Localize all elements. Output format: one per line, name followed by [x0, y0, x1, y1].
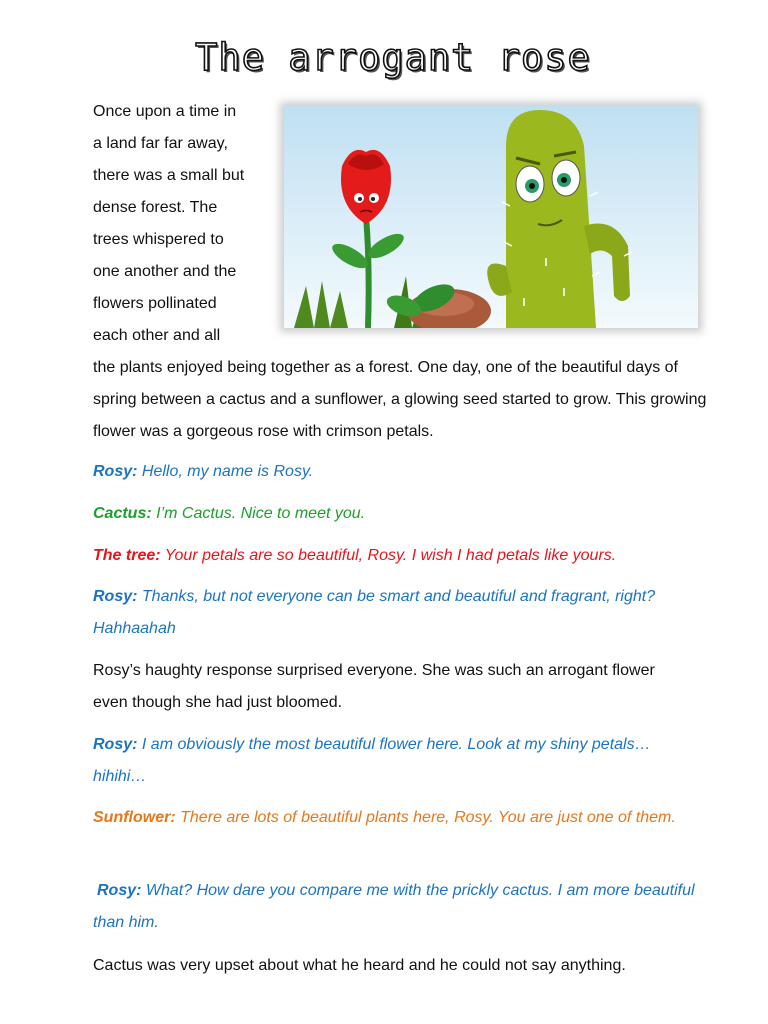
dialogue-text: Your petals are so beautiful, Rosy. I wish I had petals like yours. [164, 547, 617, 564]
intro-line: each other and all [93, 327, 221, 344]
speaker-label: Rosy: [97, 882, 142, 899]
dialogue-line [93, 498, 713, 530]
dialogue-text: Hello, my name is Rosy. [141, 463, 314, 480]
illustration-image [284, 106, 698, 328]
intro-line: dense forest. The [93, 199, 218, 216]
intro-line: trees whispered to [93, 231, 224, 248]
dialogue-text: What? How dare you compare me with the prickly cactus. I am more beautiful than him. [93, 882, 695, 931]
intro-line: Once upon a time in [93, 103, 237, 120]
speaker-label: Rosy: [93, 463, 138, 480]
intro-paragraph [93, 96, 283, 352]
intro-line: a land far far away, [93, 135, 228, 152]
dialogue-line [93, 456, 713, 488]
intro-line: one another and the [93, 263, 237, 280]
rose-and-cactus-illustration [284, 106, 698, 328]
speaker-label: Sunflower: [93, 809, 176, 826]
dialogue-line [93, 581, 693, 645]
dialogue-text: There are lots of beautiful plants here, Rosy. You are just one of them. [180, 809, 676, 826]
dialogue-text: Thanks, but not everyone can be smart and beautiful and fragrant, right? Hahhaahah [93, 588, 656, 637]
speaker-label: Cactus: [93, 505, 152, 522]
speaker-label: Rosy: [93, 588, 138, 605]
narration-paragraph: Cactus was very upset about what he heard and he could not say anything. [93, 957, 626, 974]
narration-paragraph: Rosy’s haughty response surprised everyone. She was such an arrogant flower even though she had just bloomed. [93, 662, 655, 711]
dialogue-text: I am obviously the most beautiful flower here. Look at my shiny petals…hihihi… [93, 736, 651, 785]
intro-line: flowers pollinated [93, 295, 217, 312]
dialogue-line [93, 729, 673, 793]
speaker-label: Rosy: [93, 736, 138, 753]
intro-line: there was a small but [93, 167, 245, 184]
story-title: The arrogant rose [195, 36, 591, 79]
dialogue-line [93, 875, 703, 939]
dialogue-text: I’m Cactus. Nice to meet you. [156, 505, 366, 522]
dialogue-line [93, 540, 713, 572]
speaker-label: The tree: [93, 547, 161, 564]
dialogue-line [93, 802, 703, 834]
intro-continued: the plants enjoyed being together as a forest. One day, one of the beautiful days of spring between a cactus and a sunflower, a glowing seed started to grow. This growing flower was a gorgeous rose with crimson petals. [93, 359, 707, 440]
